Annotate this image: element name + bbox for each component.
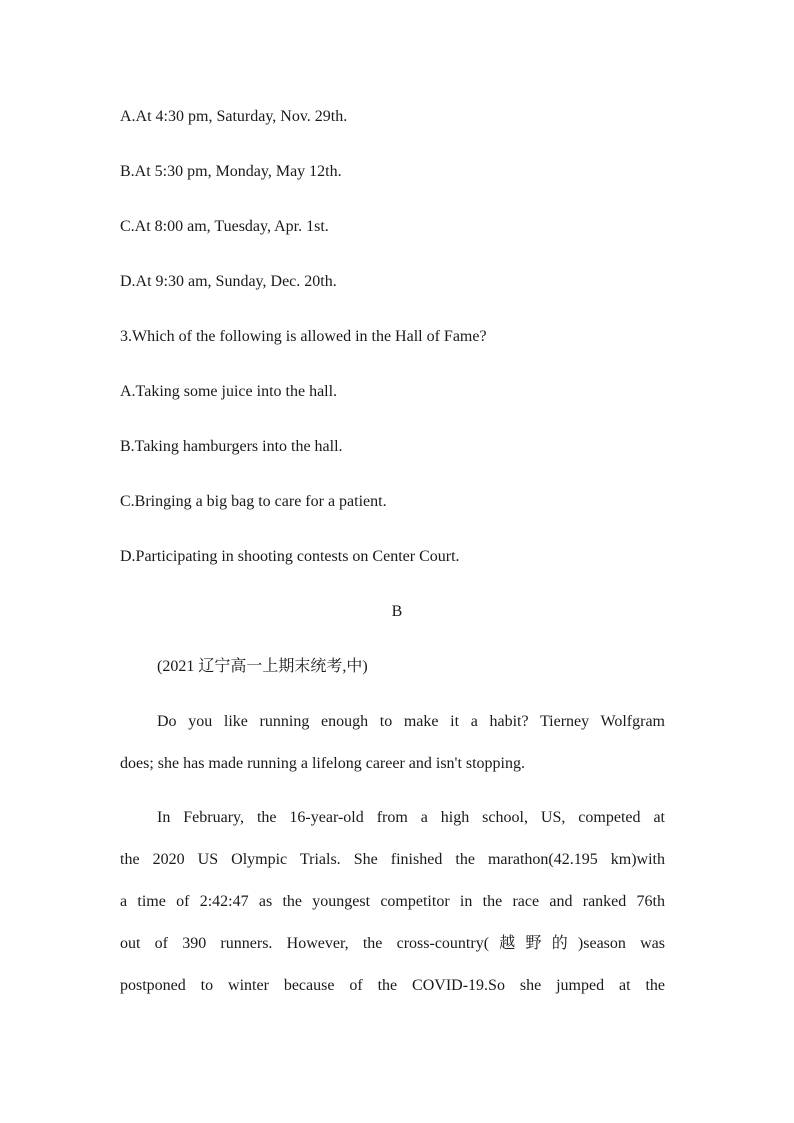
option-3c: C.Bringing a big bag to care for a patient. — [120, 493, 387, 510]
option-3d: D.Participating in shooting contests on Center Court. — [120, 548, 460, 565]
option-3b: B.Taking hamburgers into the hall. — [120, 438, 343, 455]
source-note: (2021 辽宁高一上期末统考,中) — [157, 658, 368, 675]
paragraph-1-line: Do you like running enough to make it a habit? Tierney Wolfgram — [157, 713, 665, 730]
paragraph-2 — [120, 808, 665, 1018]
option-2d: D.At 9:30 am, Sunday, Dec. 20th. — [120, 273, 337, 290]
paragraph-2-line: postponed to winter because of the COVID-19.So she jumped at the — [120, 977, 665, 994]
paragraph-2-line: In February, the 16-year-old from a high school, US, competed at — [157, 809, 665, 826]
paragraph-2-line: a time of 2:42:47 as the youngest competitor in the race and ranked 76th — [120, 893, 665, 910]
question-3-stem: 3.Which of the following is allowed in the Hall of Fame? — [120, 328, 487, 345]
option-2b: B.At 5:30 pm, Monday, May 12th. — [120, 163, 342, 180]
option-2a: A.At 4:30 pm, Saturday, Nov. 29th. — [120, 108, 348, 125]
paragraph-2-line: out of 390 runners. However, the cross-country(越野的)season was — [120, 935, 665, 952]
paragraph-2-line: the 2020 US Olympic Trials. She finished the marathon(42.195 km)with — [120, 851, 665, 868]
paragraph-1 — [120, 712, 665, 796]
option-3a: A.Taking some juice into the hall. — [120, 383, 338, 400]
section-label: B — [391, 603, 403, 620]
option-2c: C.At 8:00 am, Tuesday, Apr. 1st. — [120, 218, 329, 235]
paragraph-1-line: does; she has made running a lifelong career and isn't stopping. — [120, 755, 525, 772]
